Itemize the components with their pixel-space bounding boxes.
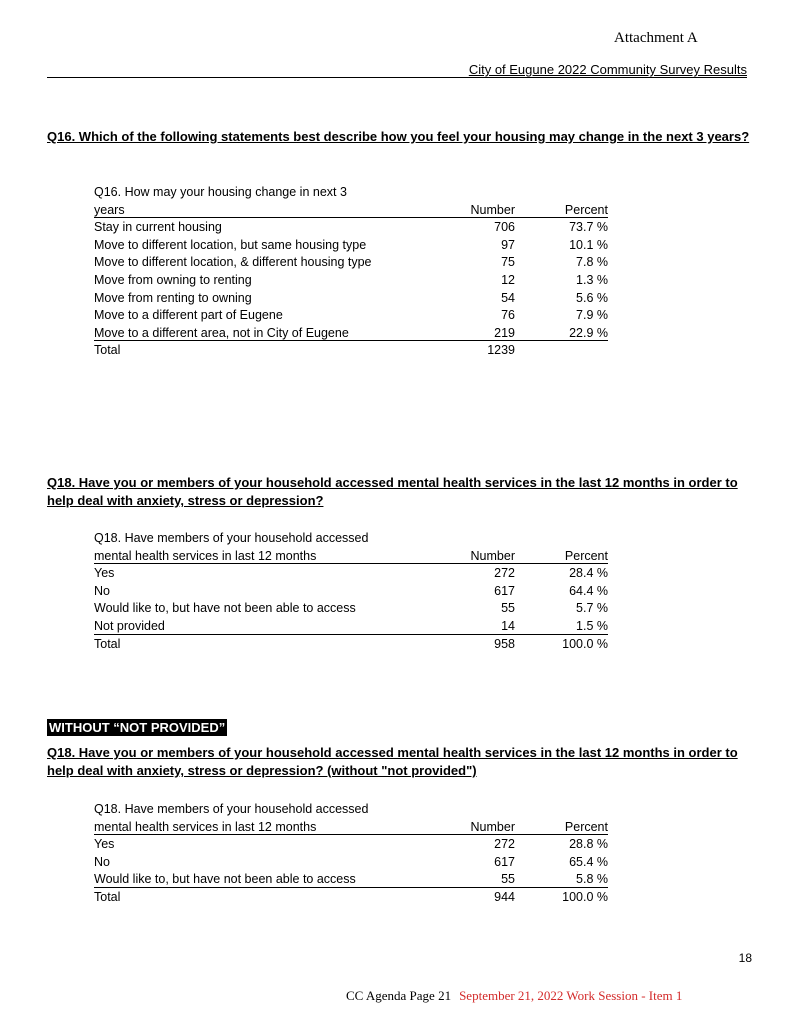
page-number: 18 bbox=[738, 951, 752, 965]
table-row: Move from renting to owning 54 5.6 % bbox=[94, 290, 608, 305]
q16-heading: Q16. Which of the following statements best describe how you feel your housing may change in the next 3 years? bbox=[47, 129, 750, 144]
table-total-row: Total 958 100.0 % bbox=[94, 636, 608, 651]
q16-table-header: years Number Percent bbox=[94, 202, 608, 220]
q18-heading: Q18. Have you or members of your household accessed mental health services in the last 12 months in order to help deal with anxiety, stress or depression? bbox=[47, 475, 738, 508]
table-row: Would like to, but have not been able to access 55 5.7 % bbox=[94, 601, 608, 616]
col-percent: Percent bbox=[564, 548, 608, 563]
col-percent: Percent bbox=[564, 202, 608, 217]
table-row: Not provided 14 1.5 % bbox=[94, 618, 608, 633]
col-number: Number bbox=[470, 819, 515, 834]
q18-table-title: Q18. Have members of your household accessed bbox=[94, 531, 369, 545]
q16-table bbox=[94, 184, 608, 360]
col-number: Number bbox=[470, 202, 515, 217]
q16-table-title: Q16. How may your housing change in next 3 bbox=[94, 185, 347, 199]
table-row: No 617 64.4 % bbox=[94, 583, 608, 598]
q18b-table-title: Q18. Have members of your household accessed bbox=[94, 802, 369, 816]
q18-table bbox=[94, 530, 608, 653]
table-total-row: Total 944 100.0 % bbox=[94, 889, 608, 904]
attachment-label: Attachment A bbox=[614, 30, 698, 46]
table-row: Move from owning to renting 12 1.3 % bbox=[94, 272, 608, 287]
table-row: No 617 65.4 % bbox=[94, 854, 608, 869]
col-number: Number bbox=[470, 548, 515, 563]
table-row: Move to a different part of Eugene 76 7.9 % bbox=[94, 308, 608, 323]
q18b-table bbox=[94, 801, 608, 907]
table-row: Yes 272 28.4 % bbox=[94, 566, 608, 581]
footer bbox=[346, 988, 682, 1004]
table-row: Move to different location, but same housing type 97 10.1 % bbox=[94, 237, 608, 252]
col-percent: Percent bbox=[564, 819, 608, 834]
q18-table-header: mental health services in last 12 months Number Percent bbox=[94, 548, 608, 566]
table-row: Yes 272 28.8 % bbox=[94, 837, 608, 852]
table-row: Would like to, but have not been able to access 55 5.8 % bbox=[94, 872, 608, 887]
footer-session: September 21, 2022 Work Session - Item 1 bbox=[459, 988, 683, 1003]
footer-agenda: CC Agenda Page 21 bbox=[346, 988, 452, 1003]
q18b-table-header: mental health services in last 12 months Number Percent bbox=[94, 819, 608, 837]
table-row: Move to different location, & different housing type 75 7.8 % bbox=[94, 255, 608, 270]
without-not-provided-banner: WITHOUT “NOT PROVIDED” bbox=[49, 720, 226, 735]
header-divider bbox=[47, 77, 747, 78]
q18b-heading: Q18. Have you or members of your household accessed mental health services in the last 12 months in order to help deal with anxiety, stress or depression? (without "not provided") bbox=[47, 745, 738, 778]
report-title: City of Eugune 2022 Community Survey Results bbox=[468, 62, 747, 77]
table-row: Stay in current housing 706 73.7 % bbox=[94, 220, 608, 235]
table-row: Move to a different area, not in City of Eugene 219 22.9 % bbox=[94, 325, 608, 340]
table-total-row: Total 1239 bbox=[94, 343, 515, 358]
